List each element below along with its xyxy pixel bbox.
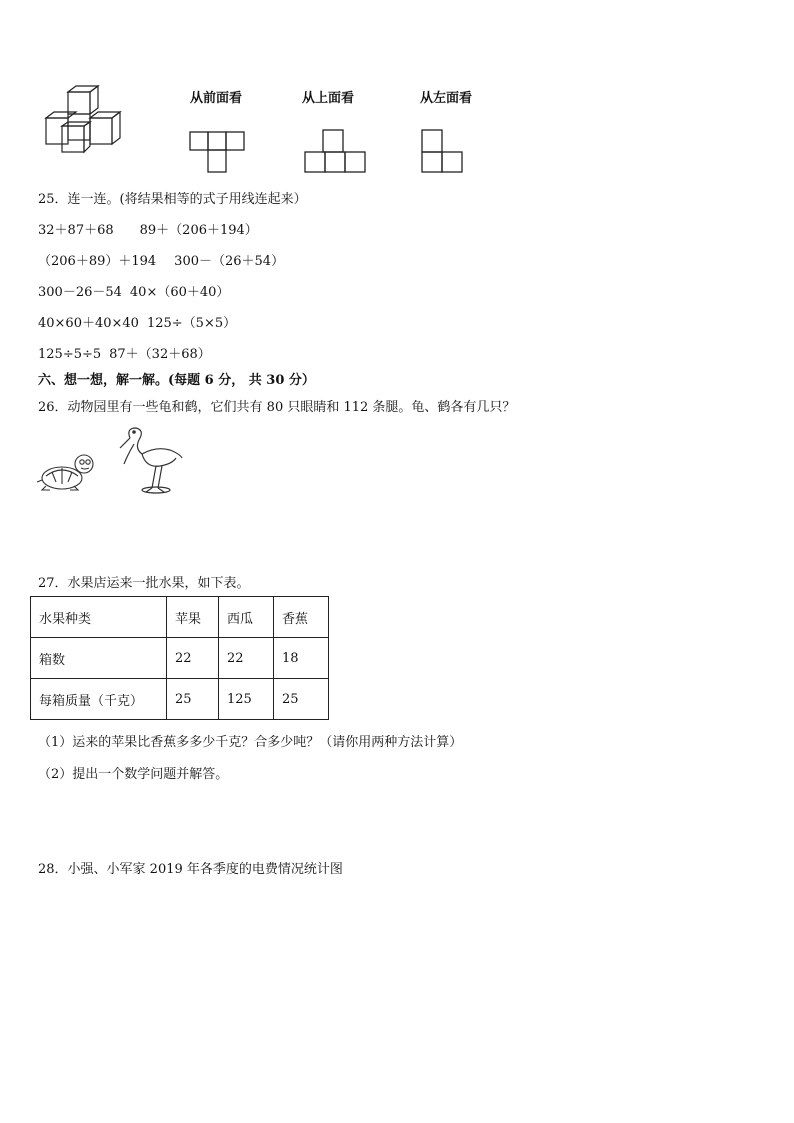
table-cell: 25 (167, 679, 219, 720)
table-cell: 125 (219, 679, 274, 720)
view-label-front: 从前面看 (190, 91, 243, 106)
cube-stack-figure (40, 84, 130, 156)
q25-row-4 (38, 312, 236, 331)
q27-text: 27．水果店运来一批水果，如下表。 (38, 576, 250, 591)
table-header-row (31, 597, 329, 638)
view-label-top: 从上面看 (302, 91, 355, 106)
q25-right-expr-2: 300－（26＋54） (174, 254, 285, 269)
q25-right-expr-5: 87＋（32＋68） (109, 347, 211, 362)
table-row (31, 638, 329, 679)
q25-left-expr-5: 125÷5÷5 (38, 347, 102, 362)
table-header-cell: 水果种类 (31, 597, 167, 638)
turtle-illustration (36, 450, 102, 494)
top-view-drawing (303, 128, 369, 174)
q27-sub1: （1）运来的苹果比香蕉多多少千克？合多少吨？（请你用两种方法计算） (38, 735, 463, 750)
view-label-left: 从左面看 (420, 91, 473, 106)
table-cell: 22 (167, 638, 219, 679)
q27-sub2: （2）提出一个数学问题并解答。 (38, 767, 229, 782)
table-cell: 22 (219, 638, 274, 679)
q25-right-expr-3: 40×（60＋40） (129, 285, 230, 300)
table-cell: 每箱质量（千克） (31, 679, 167, 720)
q25-right-expr-4: 125÷（5×5） (146, 316, 237, 331)
table-cell: 25 (274, 679, 329, 720)
table-header-cell: 西瓜 (219, 597, 274, 638)
q25-left-expr-4: 40×60＋40×40 (38, 316, 139, 331)
table-header-cell: 苹果 (167, 597, 219, 638)
q26-text: 26．动物园里有一些龟和鹤，它们共有 80 只眼睛和 112 条腿。龟、鹤各有几只？ (38, 400, 516, 415)
crane-illustration (116, 424, 186, 496)
table-cell: 箱数 (31, 638, 167, 679)
q25-row-2 (38, 250, 284, 269)
table-header-cell: 香蕉 (274, 597, 329, 638)
table-row (31, 679, 329, 720)
q25-right-expr-1: 89＋（206＋194） (139, 223, 258, 238)
q25-row-1 (38, 219, 258, 238)
q25-row-3 (38, 281, 229, 300)
section-6-title: 六、想一想，解一解。(每题 6 分， 共 30 分） (38, 373, 315, 388)
q25-row-5 (38, 343, 211, 362)
q25-left-expr-2: （206＋89）＋194 (38, 254, 157, 269)
q25-left-expr-1: 32＋87＋68 (38, 223, 114, 238)
front-view-drawing (188, 130, 252, 174)
q28-text: 28．小强、小军家 2019 年各季度的电费情况统计图 (38, 862, 343, 877)
q25-left-expr-3: 300－26－54 (38, 285, 122, 300)
left-view-drawing (420, 128, 466, 174)
table-cell: 18 (274, 638, 329, 679)
fruit-table (30, 596, 329, 720)
q25-title: 25．连一连。(将结果相等的式子用线连起来） (38, 192, 307, 207)
